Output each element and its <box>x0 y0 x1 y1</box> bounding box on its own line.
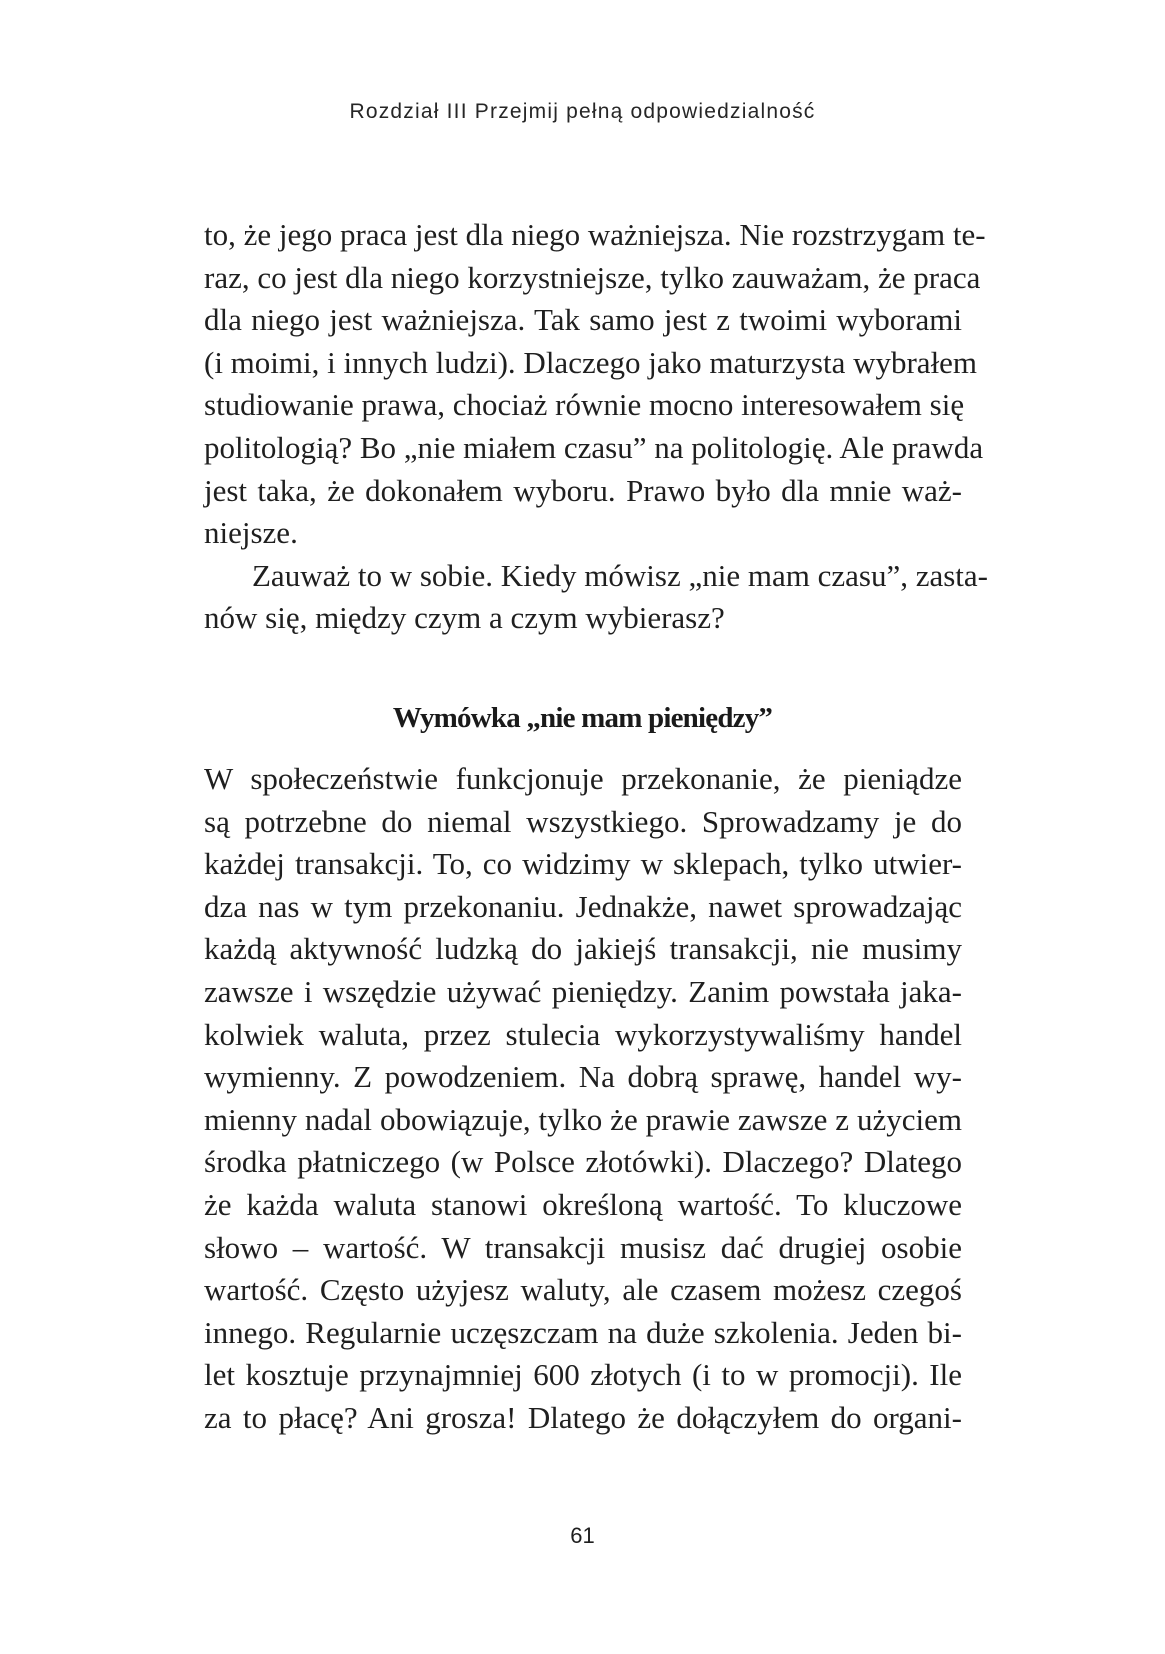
text-line: jest taka, że dokonałem wyboru. Prawo było dla mnie waż- <box>204 472 962 508</box>
running-header: Rozdział III Przejmij pełną odpowiedzialność <box>349 100 816 123</box>
text-line: wartość. Często użyjesz waluty, ale czasem możesz czegoś <box>204 1272 962 1308</box>
text-line: za to płacę? Ani grosza! Dlatego że dołączyłem do organi- <box>204 1399 962 1435</box>
text-line: kolwiek waluta, przez stulecia wykorzystywaliśmy handel <box>204 1016 962 1052</box>
text-line: dza nas w tym przekonaniu. Jednakże, nawet sprowadzając <box>204 888 962 924</box>
text-line: (i moimi, i innych ludzi). Dlaczego jako maturzysta wybrałem <box>204 344 978 380</box>
text-line: studiowanie prawa, chociaż równie mocno interesowałem się <box>204 387 965 423</box>
text-line: let kosztuje przynajmniej 600 złotych (i to w promocji). Ile <box>204 1357 962 1393</box>
text-line: są potrzebne do niemal wszystkiego. Sprowadzamy je do <box>204 803 962 839</box>
page-number: 61 <box>570 1523 595 1548</box>
text-line: politologią? Bo „nie miałem czasu” na politologię. Ale prawda <box>204 429 984 465</box>
text-line: mienny nadal obowiązuje, tylko że prawie zawsze z użyciem <box>204 1101 962 1137</box>
text-line: każdą aktywność ludzką do jakiejś transakcji, nie musimy <box>204 931 962 967</box>
body-text-top <box>204 214 988 640</box>
text-line: niejsze. <box>204 515 298 551</box>
text-line: W społeczeństwie funkcjonuje przekonanie, że pieniądze <box>204 761 962 796</box>
text-line: wymienny. Z powodzeniem. Na dobrą sprawę, handel wy- <box>204 1059 962 1095</box>
text-line: słowo – wartość. W transakcji musisz dać drugiej osobie <box>204 1229 962 1265</box>
text-line: dla niego jest ważniejsza. Tak samo jest z twoimi wyborami <box>204 302 962 338</box>
text-line: każdej transakcji. To, co widzimy w sklepach, tylko utwier- <box>204 846 962 882</box>
section-heading: Wymówka „nie mam pieniędzy” <box>392 702 773 734</box>
body-text-section <box>204 758 962 1440</box>
text-line: innego. Regularnie uczęszczam na duże szkolenia. Jeden bi- <box>204 1314 962 1350</box>
text-line: zawsze i wszędzie używać pieniędzy. Zanim powstała jaka- <box>204 973 962 1009</box>
text-line: to, że jego praca jest dla niego ważniejsza. Nie rozstrzygam te- <box>204 217 986 252</box>
text-line: Zauważ to w sobie. Kiedy mówisz „nie mam czasu”, zasta- <box>252 557 988 593</box>
text-line: nów się, między czym a czym wybierasz? <box>204 600 725 636</box>
text-line: raz, co jest dla niego korzystniejsze, tylko zauważam, że praca <box>204 259 981 295</box>
text-line: że każda waluta stanowi określoną wartość. To kluczowe <box>204 1186 962 1222</box>
text-line: środka płatniczego (w Polsce złotówki). Dlaczego? Dlatego <box>204 1144 962 1180</box>
